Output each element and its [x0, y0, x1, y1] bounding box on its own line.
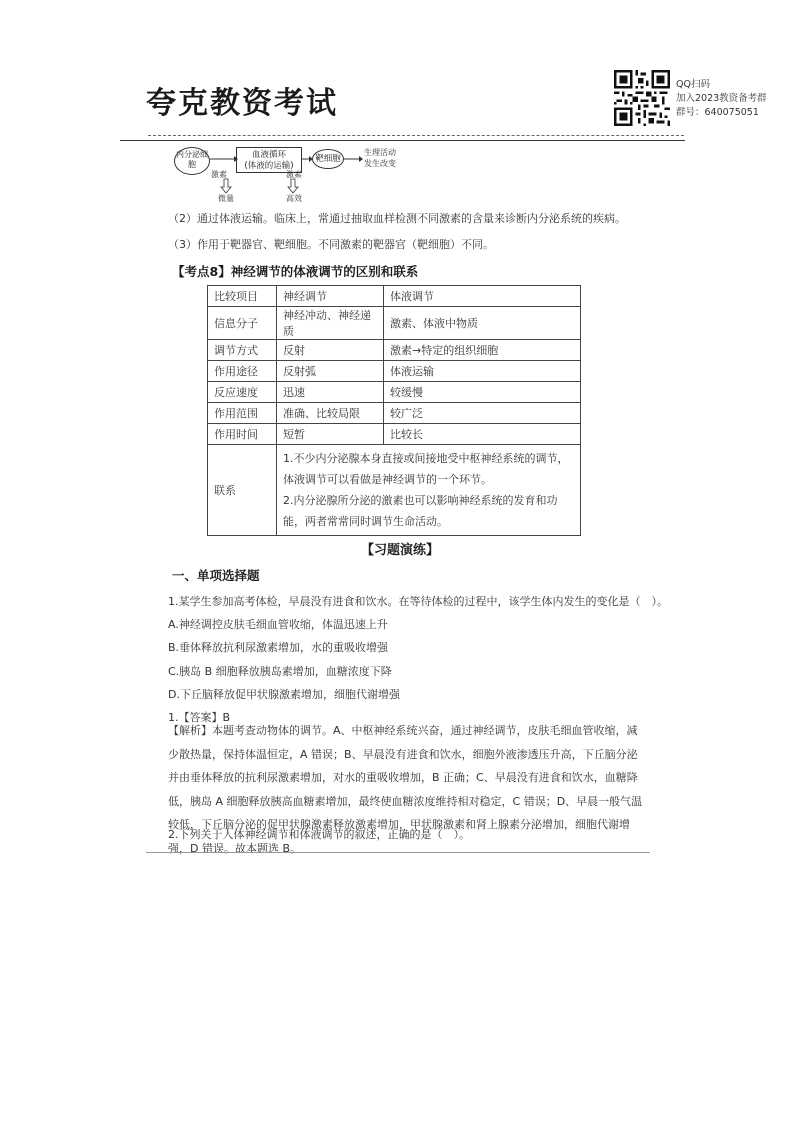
comparison-table — [207, 285, 581, 536]
table-cell: 迅速 — [277, 382, 384, 403]
table-row — [208, 307, 581, 340]
option-d: D.下丘脑释放促甲状腺激素增加，细胞代谢增强 — [168, 688, 400, 701]
table-cell: 体液调节 — [384, 286, 581, 307]
table-cell: 作用时间 — [208, 424, 277, 445]
table-row — [208, 424, 581, 445]
physiological-change-label: 生理活动 发生改变 — [364, 148, 396, 168]
table-row — [208, 340, 581, 361]
table-cell: 体液运输 — [384, 361, 581, 382]
explanation-1: 【解析】本题考查动物体的调节。A、中枢神经系统兴奋，通过神经调节，皮肤毛细血管收缩，减少散热量，保持体温恒定，A 错误；B、早晨没有进食和饮水，细胞外液渗透压升高，下丘脑分泌并由垂体释放的抗利尿激素增加，对水的重吸收增加，B 正确；C、早晨没有进食和饮水，血糖降低，胰岛 A 细胞释放胰高血糖素增加，最终使血糖浓度维持相对稳定，C 错误；D、早晨一般气温较低，下丘脑分泌的促甲状腺激素释放激素增加，甲状腺激素和肾上腺素分泌增加，细胞代谢增强，D 错误。故本题选 B。 — [168, 724, 643, 855]
note-target: （3）作用于靶器官、靶细胞。不同激素的靶器官（靶细胞）不同。 — [168, 238, 494, 251]
table-cell: 调节方式 — [208, 340, 277, 361]
qq-number-text: 群号：640075051 — [676, 107, 759, 118]
table-cell: 信息分子 — [208, 307, 277, 340]
table-row — [208, 361, 581, 382]
target-cell-node: 靶细胞 — [312, 149, 344, 169]
endocrine-cell-node: 内分泌细胞 — [174, 147, 210, 175]
point8-heading: 【考点8】神经调节的体液调节的区别和联系 — [172, 264, 419, 279]
table-cell: 神经调节 — [277, 286, 384, 307]
table-cell: 反射弧 — [277, 361, 384, 382]
relation-point-1: 1.不少内分泌腺本身直接或间接地受中枢神经系统的调节，体液调节可以看做是神经调节的一个环节。 — [283, 452, 569, 486]
option-c: C.胰岛 B 细胞释放胰岛素增加，血糖浓度下降 — [168, 665, 392, 678]
table-row — [208, 382, 581, 403]
option-b: B.垂体释放抗利尿激素增加，水的重吸收增强 — [168, 641, 389, 654]
exercise-heading: 【习题演练】 — [360, 543, 439, 558]
relation-point-2: 2.内分泌腺所分泌的激素也可以影响神经系统的发育和功能，两者常常同时调节生命活动。 — [283, 494, 558, 528]
circulation-node: 血液循环 (体液的运输) — [236, 147, 302, 173]
table-cell: 反应速度 — [208, 382, 277, 403]
table-row — [208, 403, 581, 424]
relation-label-cell: 联系 — [208, 445, 277, 536]
note-transport: （2）通过体液运输。临床上，常通过抽取血样检测不同激素的含量来诊断内分泌系统的疾病。 — [168, 212, 626, 225]
hormone-label-1: 激素 — [211, 170, 227, 179]
qq-group-text: 加入2023教资备考群 — [676, 93, 767, 104]
table-cell: 比较长 — [384, 424, 581, 445]
table-cell: 准确、比较局限 — [277, 403, 384, 424]
qq-scan-text: QQ扫码 — [676, 79, 710, 90]
table-cell: 较缓慢 — [384, 382, 581, 403]
question-1: 1.某学生参加高考体检，早晨没有进食和饮水。在等待体检的过程中，该学生体内发生的变化是（ ）。 — [168, 595, 668, 608]
relation-content-cell — [277, 445, 581, 536]
single-choice-heading: 一、单项选择题 — [172, 568, 260, 583]
option-a: A.神经调控皮肤毛细血管收缩，体温迅速上升 — [168, 618, 388, 631]
efficient-label: 高效 — [286, 194, 302, 203]
trace-label: 微量 — [218, 194, 234, 203]
table-cell: 神经冲动、神经递质 — [277, 307, 384, 340]
table-cell: 反射 — [277, 340, 384, 361]
table-cell: 短暂 — [277, 424, 384, 445]
table-cell: 比较项目 — [208, 286, 277, 307]
table-cell: 激素、体液中物质 — [384, 307, 581, 340]
qr-code-icon — [614, 70, 670, 126]
hormone-label-2: 激素 — [286, 170, 302, 179]
footer-divider — [146, 852, 650, 853]
question-2: 2.下列关于人体神经调节和体液调节的叙述，正确的是（ ）。 — [168, 828, 470, 841]
header-dashed-divider — [148, 135, 684, 136]
brand-logo-text: 夸克教资考试 — [146, 86, 338, 121]
qq-group-info — [676, 78, 767, 120]
header-divider — [120, 140, 685, 141]
table-cell: 激素→特定的组织细胞 — [384, 340, 581, 361]
table-cell: 作用途径 — [208, 361, 277, 382]
hormone-flow-diagram — [174, 145, 414, 203]
table-row-relation — [208, 445, 581, 536]
answer-1: 1.【答案】B — [168, 711, 231, 724]
table-row — [208, 286, 581, 307]
table-cell: 较广泛 — [384, 403, 581, 424]
table-cell: 作用范围 — [208, 403, 277, 424]
